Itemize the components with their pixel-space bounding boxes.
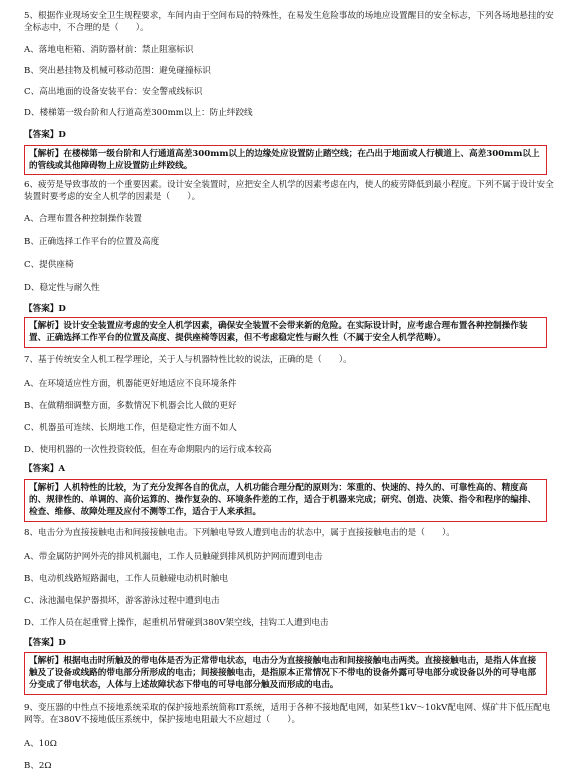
question-9-option-b: B、2Ω xyxy=(24,761,52,771)
question-5-explanation: 【解析】在楼梯第一级台阶和人行通道高差300mm以上的边缘处应设置防止踏空线；在凸出于地面或人行横道上、高差300mm以上的管线或其他障碍物上应设置防止绊跤线。 xyxy=(24,145,547,175)
question-7-option-d: D、使用机器的一次性投资较低，但在寿命期限内的运行成本较高 xyxy=(24,445,272,455)
question-6-stem: 6、疲劳是导致事故的一个重要因素。设计安全装置时，应把安全人机学的因素考虑在内，使人的疲劳降低到最小程度。下列不属于设计安全装置时要考虑的安全人机学的因素是（ ）。 xyxy=(24,180,554,202)
question-8-explanation: 【解析】根据电击时所触及的带电体是否为正常带电状态，电击分为直接接触电击和间接接触电击两类。直接接触电击，是指人体直接触及了设备或线路的带电部分所形成的电击；间接接触电击，是指原本正常情况下不带电的设备外露可导电部分或设备以外的可导电部分变成了带电状态，人体与上述故障状态下带电的可导电部分触及而形成的电击。 xyxy=(24,652,547,695)
question-7-explanation: 【解析】人机特性的比较，为了充分发挥各自的优点，人机功能合理分配的原则为：笨重的、快速的、持久的、可靠性高的、精度高的、规律性的、单调的、高价运算的、操作复杂的、环境条件差的工作，适合于机器来完成；研究、创造、决策、指令和程序的编排、检查、维修、故障处理及应付不测等工作，适合于人来承担。 xyxy=(24,479,547,522)
question-6-option-c: C、提供座椅 xyxy=(24,260,74,270)
question-8-stem: 8、电击分为直接接触电击和间接接触电击。下列触电导致人遭到电击的状态中，属于直接接触电击的是（ ）。 xyxy=(24,528,455,538)
question-8-answer: 【答案】D xyxy=(24,638,66,648)
question-6-option-a: A、合理布置各种控制操作装置 xyxy=(24,214,142,224)
question-8-option-c: C、泳池漏电保护器损坏，游客游泳过程中遭到电击 xyxy=(24,596,220,606)
question-7-answer: 【答案】A xyxy=(24,464,66,474)
question-5-option-b: B、突出悬挂物及机械可移动范围：避免碰撞标识 xyxy=(24,66,211,76)
question-5-stem: 5、根据作业现场安全卫生规程要求，车间内由于空间布局的特殊性，在易发生危险事故的场地应设置醒目的安全标志，下列各场地悬挂的安全标志中，不合理的是（ ）。 xyxy=(24,11,554,33)
question-7-option-a: A、在环境适应性方面，机器能更好地适应不良环境条件 xyxy=(24,379,237,389)
question-5-option-c: C、高出地面的设备安装平台：安全警戒线标识 xyxy=(24,87,203,97)
question-5-answer: 【答案】D xyxy=(24,130,66,140)
question-5-option-d: D、楼梯第一级台阶和人行道高差300mm以上：防止绊跤线 xyxy=(24,108,253,118)
question-8-option-d: D、工作人员在起重臂上操作，起重机吊臂碰到380V架空线，挂钩工人遭到电击 xyxy=(24,618,329,628)
question-5-option-a: A、落地电柜箱、消防器材前：禁止阻塞标识 xyxy=(24,45,194,55)
question-6-option-b: B、正确选择工作平台的位置及高度 xyxy=(24,237,160,247)
question-7-stem: 7、基于传统安全人机工程学理论，关于人与机器特性比较的说法，正确的是（ ）。 xyxy=(24,355,352,365)
question-8-option-a: A、带金属防护网外壳的排风机漏电，工作人员触碰到排风机防护网而遭到电击 xyxy=(24,552,323,562)
question-6-option-d: D、稳定性与耐久性 xyxy=(24,283,100,293)
question-6-explanation: 【解析】设计安全装置应考虑的安全人机学因素，确保安全装置不会带来新的危险。在实际设计时，应考虑合理布置各种控制操作装置、正确选择工作平台的位置及高度、提供座椅等因素，但不考虑稳定性与耐久性（不属于安全人机学范畴）。 xyxy=(24,317,547,348)
question-6-answer: 【答案】D xyxy=(24,304,66,314)
question-9-stem: 9、变压器的中性点不接地系统采取的保护接地系统简称IT系统，适用于各种不接地配电网，如某些1kV～10kV配电网、煤矿井下低压配电网等。在380V不接地低压系统中，保护接地电阻最大不应超过（ ）。 xyxy=(24,703,551,725)
question-7-option-b: B、在做精细调整方面，多数情况下机器会比人做的更好 xyxy=(24,401,237,411)
question-9-option-a: A、10Ω xyxy=(24,739,57,749)
question-8-option-b: B、电动机线路短路漏电，工作人员触碰电动机时触电 xyxy=(24,574,228,584)
question-7-option-c: C、机器虽可连续、长期地工作，但是稳定性方面不如人 xyxy=(24,423,237,433)
